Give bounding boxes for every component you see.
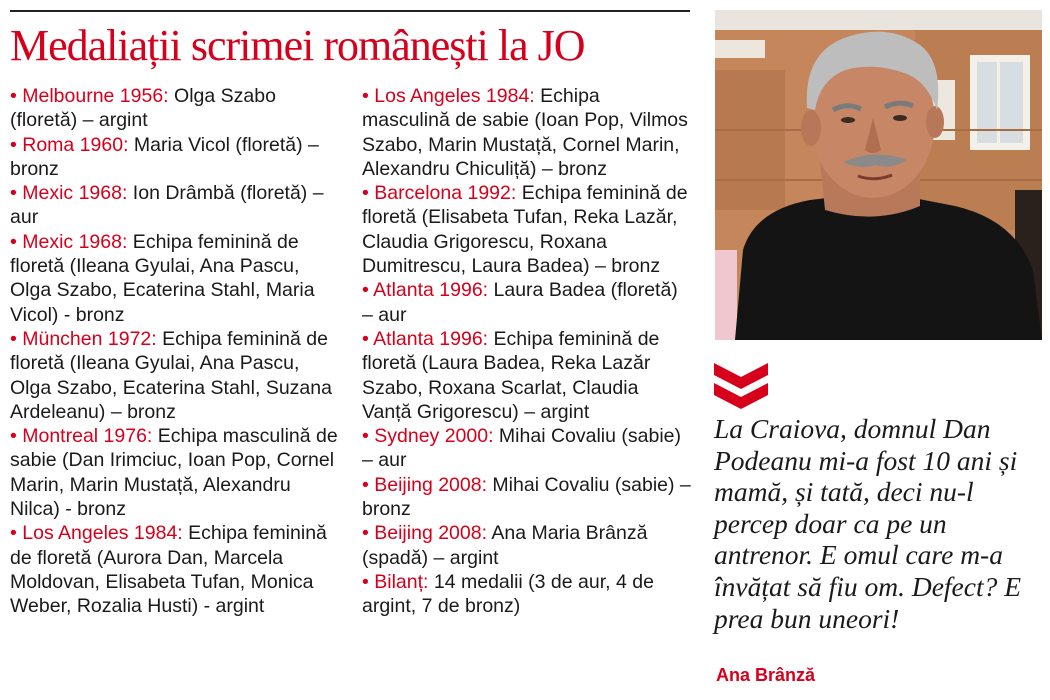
entry-text: Echipa masculină de sabie (Ioan Pop, Vilmos Szabo, Marin Mustață, Cornel Marin, Alexandru Chiculiță) – bronz xyxy=(362,85,688,180)
quote-author: Ana Brânză xyxy=(716,665,816,685)
bullet: • xyxy=(362,425,369,448)
bullet: • xyxy=(10,182,17,205)
entry-location: Melbourne 1956: xyxy=(22,85,169,107)
coach-photo xyxy=(715,10,1042,340)
bullet: • xyxy=(362,570,369,593)
medalist-entry xyxy=(362,327,692,424)
pull-quote: La Craiova, domnul Dan Podeanu mi-a fost 10 ani și mamă, și tată, deci nu-l percep doar ca pe un antrenor. E omul care m-a învățat să fiu om. Defect? E prea bun uneori! xyxy=(714,413,1022,634)
bullet: • xyxy=(362,279,369,302)
entry-text: Echipa feminină de floretă (Aurora Dan, Marcela Moldovan, Elisabeta Tufan, Monica Weber, Rozalia Husti) - argint xyxy=(10,522,327,618)
medalist-entry xyxy=(362,424,692,473)
entry-location: Los Angeles 1984: xyxy=(374,85,535,107)
medalist-entry xyxy=(10,424,345,521)
entry-location: Los Angeles 1984: xyxy=(22,522,183,545)
entry-location: Montreal 1976: xyxy=(22,425,153,448)
bullet: • xyxy=(10,327,17,350)
bullet: • xyxy=(10,85,17,107)
bullet: • xyxy=(10,425,17,448)
entry-text: Echipa feminină de floretă (Ileana Gyulai, Ana Pascu, Olga Szabo, Ecaterina Stahl, Maria Vicol) - bronz xyxy=(10,230,315,326)
bullet: • xyxy=(362,522,369,545)
medalist-entry xyxy=(362,473,692,522)
entry-text: Mihai Covaliu (sabie) – aur xyxy=(362,425,682,472)
medalist-entry xyxy=(362,570,692,619)
entry-text: Maria Vicol (floretă) – bronz xyxy=(10,133,319,180)
bullet: • xyxy=(362,473,369,496)
entry-location: Mexic 1968: xyxy=(22,182,128,205)
medalist-entry xyxy=(362,278,692,327)
article-title: Medaliații scrimei românești la JO xyxy=(10,21,585,70)
medalists-column-left xyxy=(10,84,345,619)
medalist-entry xyxy=(362,521,692,570)
entry-text: Ion Drâmbă (floretă) – aur xyxy=(10,182,324,229)
chevron-down-icon xyxy=(714,363,768,409)
medalist-entry xyxy=(10,230,345,327)
entry-text: Laura Badea (floretă) – aur xyxy=(362,279,678,326)
medalist-entry xyxy=(362,181,692,278)
bullet: • xyxy=(362,182,369,205)
bullet: • xyxy=(10,133,17,156)
medalist-entry xyxy=(10,521,345,618)
entry-text: Ana Maria Brânză (spadă) – argint xyxy=(362,522,648,569)
medalist-entry xyxy=(10,84,345,133)
entry-text: 14 medalii (3 de aur, 4 de argint, 7 de bronz) xyxy=(362,570,654,618)
bullet: • xyxy=(10,522,17,545)
bullet: • xyxy=(10,230,17,253)
entry-text: Mihai Covaliu (sabie) – bronz xyxy=(362,473,691,521)
medalists-column-right xyxy=(362,84,692,619)
medalist-entry xyxy=(10,327,345,424)
entry-text: Echipa feminină de floretă (Ileana Gyulai, Ana Pascu, Olga Szabo, Ecaterina Stahl, Suzana Ardeleanu) – bronz xyxy=(10,327,332,423)
entry-location: Roma 1960: xyxy=(22,133,129,156)
medalist-entry xyxy=(10,181,345,230)
entry-location: Beijing 2008: xyxy=(374,473,488,496)
entry-text: Echipa feminină de floretă (Laura Badea, Reka Lazăr Szabo, Roxana Scarlat, Claudia Vanță Grigorescu) – argint xyxy=(362,327,660,423)
bullet: • xyxy=(362,85,369,107)
entry-location: Sydney 2000: xyxy=(374,425,494,448)
entry-location: Mexic 1968: xyxy=(22,230,128,253)
bullet: • xyxy=(362,327,369,350)
entry-location: Barcelona 1992: xyxy=(374,182,517,205)
entry-text: Echipa masculină de sabie (Dan Irimciuc, Ioan Pop, Cornel Marin, Marin Mustață, Alexandru Nilca) - bronz xyxy=(10,425,338,521)
entry-text: Echipa feminină de floretă (Elisabeta Tufan, Reka Lazăr, Claudia Grigorescu, Roxana Dumitrescu, Laura Badea) – bronz xyxy=(362,182,688,278)
entry-location: Atlanta 1996: xyxy=(373,327,489,350)
entry-location: Bilanț: xyxy=(374,570,429,593)
top-rule xyxy=(10,10,690,12)
medalist-entry xyxy=(362,84,692,181)
entry-location: Atlanta 1996: xyxy=(373,279,489,302)
entry-location: München 1972: xyxy=(22,327,157,350)
entry-text: Olga Szabo (floretă) – argint xyxy=(10,85,276,132)
medalist-entry xyxy=(10,133,345,182)
entry-location: Beijing 2008: xyxy=(374,522,488,545)
